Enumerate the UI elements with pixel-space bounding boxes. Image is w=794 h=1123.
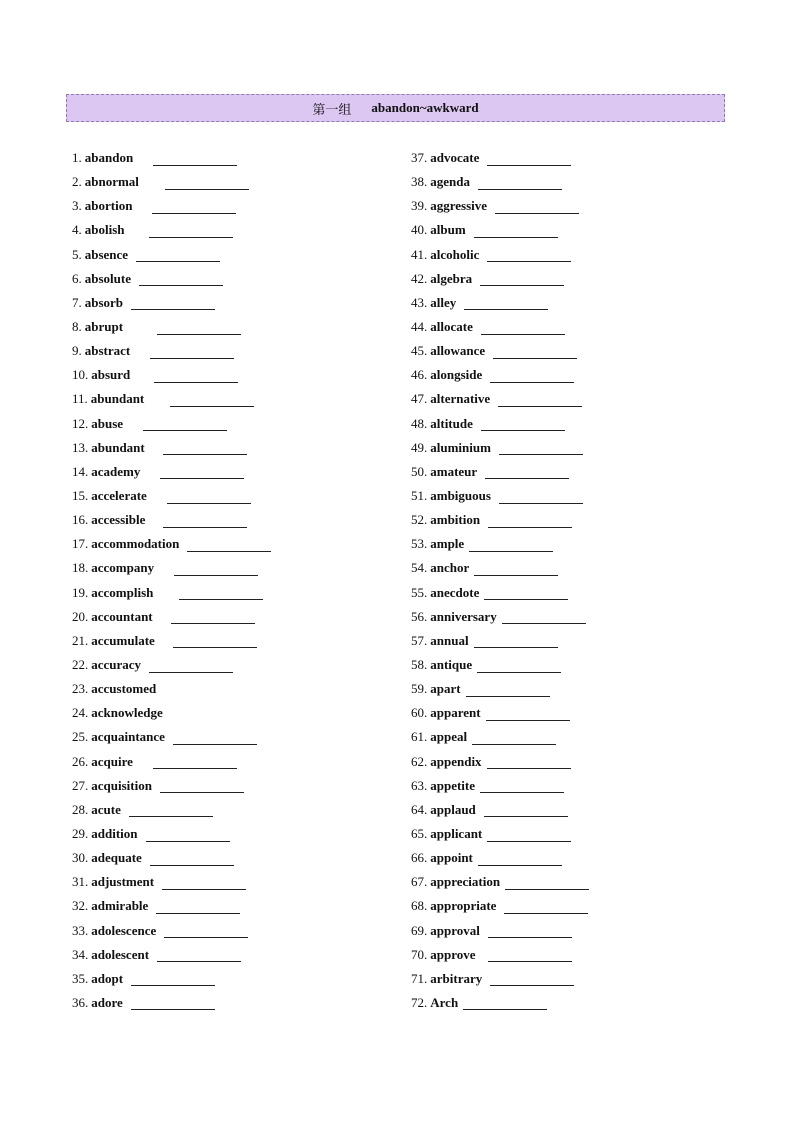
item-number: 7. [72,294,82,310]
item-number: 60. [411,705,428,721]
vocab-word: ample [430,536,465,552]
vocab-item [411,701,731,725]
item-number: 28. [72,801,89,817]
item-number: 37. [411,150,428,166]
item-number: 72. [411,994,428,1010]
item-number: 25. [72,729,89,745]
answer-blank[interactable] [490,971,574,986]
vocab-item [411,436,731,460]
vocab-word: accumulate [91,632,155,648]
vocab-item [72,677,392,701]
vocab-word: appendix [430,753,482,769]
vocab-word: abandon [84,150,134,166]
answer-blank[interactable] [504,899,588,914]
answer-blank[interactable] [163,513,247,528]
vocab-word: accuracy [91,657,142,673]
answer-blank[interactable] [488,513,572,528]
vocab-item [72,460,392,484]
item-number: 24. [72,705,89,721]
item-number: 56. [411,608,428,624]
item-number: 50. [411,463,428,479]
item-number: 30. [72,850,89,866]
answer-blank[interactable] [170,392,254,407]
item-number: 11. [72,391,88,407]
answer-blank[interactable] [488,947,572,962]
item-number: 2. [72,174,82,190]
item-number: 39. [411,198,428,214]
vocab-word: acquisition [91,777,152,793]
group-header-banner [66,94,725,122]
item-number: 34. [72,946,89,962]
vocab-item [411,556,731,580]
vocab-item [72,967,392,991]
vocab-item [72,894,392,918]
vocab-word: appropriate [430,898,497,914]
answer-blank[interactable] [165,175,249,190]
vocab-item [411,653,731,677]
vocab-word: adolescent [91,946,150,962]
vocab-word: agenda [430,174,470,190]
vocab-word: accountant [91,608,153,624]
vocab-item [72,243,392,267]
item-number: 65. [411,826,428,841]
answer-blank[interactable] [478,175,562,190]
answer-blank[interactable] [187,537,271,552]
vocab-item [72,943,392,967]
vocab-item [411,532,731,556]
vocab-word: acquaintance [91,729,165,745]
item-number: 1. [72,150,82,166]
vocab-word: abundant [90,391,145,407]
answer-blank[interactable] [139,271,223,286]
item-number: 36. [72,994,89,1010]
item-number: 23. [72,681,89,697]
item-number: 53. [411,536,428,552]
vocab-word: adequate [91,850,142,866]
vocab-word: allowance [430,343,486,359]
vocab-word: abolish [84,222,125,238]
item-number: 61. [411,729,428,745]
answer-blank[interactable] [490,368,574,383]
vocab-item [72,146,392,170]
vocab-word: abuse [91,415,124,431]
answer-blank[interactable] [486,706,570,721]
vocab-item [411,170,731,194]
item-number: 27. [72,777,89,793]
vocab-item [411,339,731,363]
vocab-item [72,267,392,291]
vocab-column-left [72,146,392,1015]
vocab-word: adolescence [91,922,157,938]
answer-blank[interactable] [499,489,583,504]
word-range: abandon~awkward [371,100,479,115]
answer-blank[interactable] [160,464,244,479]
vocab-word: accessible [91,512,146,528]
item-number: 5. [72,246,82,262]
item-number: 31. [72,874,89,890]
item-number: 71. [411,970,428,986]
vocab-item [72,870,392,894]
vocab-item [411,315,731,339]
answer-blank[interactable] [160,778,244,793]
answer-blank[interactable] [173,730,257,745]
item-number: 70. [411,946,428,962]
answer-blank[interactable] [488,923,572,938]
vocab-item [72,919,392,943]
vocab-item [72,387,392,411]
item-number: 35. [72,970,89,986]
vocab-item [411,412,731,436]
item-number: 45. [411,343,428,359]
vocab-word: absorb [84,294,124,310]
vocab-word: aluminium [430,439,491,455]
vocab-word: adopt [91,970,124,986]
answer-blank[interactable] [480,271,564,286]
vocab-word: anecdote [430,584,480,600]
vocab-item [411,508,731,532]
vocab-word: anchor [430,560,470,576]
answer-blank[interactable] [174,561,258,576]
vocab-word: antique [430,657,473,673]
answer-blank[interactable] [162,875,246,890]
answer-blank[interactable] [487,247,571,262]
item-number: 69. [411,922,428,938]
vocab-word: ambition [430,512,481,528]
vocab-word: advocate [430,150,480,166]
vocab-word: abrupt [84,319,124,335]
answer-blank[interactable] [131,971,215,986]
vocab-item [72,436,392,460]
answer-blank[interactable] [463,995,547,1010]
answer-blank[interactable] [152,199,236,214]
item-number: 46. [411,367,428,383]
answer-blank[interactable] [484,585,568,600]
vocab-item [72,170,392,194]
vocab-item [411,725,731,749]
item-number: 19. [72,584,89,600]
vocab-word: accelerate [91,488,147,504]
vocab-word: aggressive [430,198,488,214]
answer-blank[interactable] [143,416,227,431]
item-number: 10. [72,367,89,383]
vocab-word: acquire [91,753,133,769]
vocab-item [411,750,731,774]
vocab-column-right [411,146,731,1015]
vocab-item [411,363,731,387]
answer-blank[interactable] [157,320,241,335]
vocab-item [411,967,731,991]
answer-blank[interactable] [499,440,583,455]
item-number: 55. [411,584,428,600]
vocab-word: altitude [430,415,473,431]
vocab-item [411,194,731,218]
answer-blank[interactable] [502,609,586,624]
vocab-item [72,701,392,725]
vocab-item [72,194,392,218]
vocab-word: academy [91,463,141,479]
vocab-item [72,798,392,822]
item-number: 63. [411,777,428,793]
answer-blank[interactable] [505,875,589,890]
vocab-word: annual [430,632,469,648]
item-number: 8. [72,319,82,335]
item-number: 54. [411,560,428,576]
vocab-item [72,822,392,846]
item-number: 26. [72,753,89,769]
vocab-item [411,774,731,798]
vocab-item [411,267,731,291]
vocab-item [72,412,392,436]
answer-blank[interactable] [136,247,220,262]
vocab-item [72,581,392,605]
vocab-word: amateur [430,463,478,479]
answer-blank[interactable] [498,392,582,407]
item-number: 59. [411,681,428,697]
answer-blank[interactable] [153,151,237,166]
answer-blank[interactable] [481,320,565,335]
item-number: 67. [411,874,428,890]
answer-blank[interactable] [173,633,257,648]
answer-blank[interactable] [171,609,255,624]
item-number: 12. [72,415,89,431]
answer-blank[interactable] [150,851,234,866]
answer-blank[interactable] [149,223,233,238]
answer-blank[interactable] [154,368,238,383]
vocab-item [411,629,731,653]
vocab-item [72,315,392,339]
item-number: 58. [411,657,428,673]
answer-blank[interactable] [149,658,233,673]
vocab-item [72,363,392,387]
item-number: 42. [411,270,428,286]
vocab-word: accompany [91,560,155,576]
vocab-word: alley [430,294,457,310]
item-number: 57. [411,632,428,648]
vocab-item [411,218,731,242]
item-number: 29. [72,826,89,841]
vocab-item [72,339,392,363]
answer-blank[interactable] [472,730,556,745]
vocab-item [411,822,731,846]
answer-blank[interactable] [146,827,230,842]
vocab-word: allocate [430,319,473,335]
vocab-word: absence [84,246,129,262]
item-number: 51. [411,488,428,504]
group-title: 第一组 [312,101,352,117]
answer-blank[interactable] [478,851,562,866]
item-number: 47. [411,391,428,407]
vocab-item [72,629,392,653]
vocab-item [411,894,731,918]
answer-blank[interactable] [474,561,558,576]
vocab-word: ambiguous [430,488,491,504]
vocab-item [72,556,392,580]
answer-blank[interactable] [131,295,215,310]
vocab-word: appeal [430,729,468,745]
item-number: 66. [411,850,428,866]
item-number: 14. [72,463,89,479]
item-number: 43. [411,294,428,310]
vocab-item [72,991,392,1015]
answer-blank[interactable] [477,658,561,673]
answer-blank[interactable] [464,295,548,310]
answer-blank[interactable] [129,802,213,817]
vocab-word: admirable [91,898,149,914]
vocab-word: abundant [91,439,145,455]
answer-blank[interactable] [157,947,241,962]
vocab-item [411,146,731,170]
vocab-word: adjustment [91,874,155,890]
vocab-word: Arch [430,994,459,1010]
vocab-item [411,991,731,1015]
vocab-word: anniversary [430,608,497,624]
item-number: 41. [411,246,428,262]
answer-blank[interactable] [466,682,550,697]
answer-blank[interactable] [163,440,247,455]
answer-blank[interactable] [164,923,248,938]
item-number: 62. [411,753,428,769]
vocab-word: applaud [430,801,476,817]
vocab-word: arbitrary [430,970,483,986]
item-number: 68. [411,898,428,914]
vocab-word: addition [91,826,138,841]
vocab-item [411,581,731,605]
item-number: 21. [72,632,89,648]
vocab-item [72,218,392,242]
vocab-word: abnormal [84,174,139,190]
item-number: 32. [72,898,89,914]
vocab-item [72,725,392,749]
item-number: 48. [411,415,428,431]
answer-blank[interactable] [474,633,558,648]
vocab-item [411,677,731,701]
vocab-word: acute [91,801,121,817]
vocab-word: appoint [430,850,473,866]
vocab-item [72,653,392,677]
vocab-word: adore [91,994,123,1010]
answer-blank[interactable] [493,344,577,359]
vocab-word: appetite [430,777,476,793]
item-number: 33. [72,922,89,938]
vocab-word: acknowledge [91,705,163,721]
item-number: 44. [411,319,428,335]
answer-blank[interactable] [150,344,234,359]
answer-blank[interactable] [487,754,571,769]
vocab-item [411,484,731,508]
item-number: 18. [72,560,89,576]
item-number: 3. [72,198,82,214]
item-number: 4. [72,222,82,238]
item-number: 64. [411,801,428,817]
vocab-word: album [430,222,466,238]
vocab-item [72,774,392,798]
item-number: 6. [72,270,82,286]
vocab-item [411,870,731,894]
vocab-word: applicant [430,826,483,841]
vocab-item [72,846,392,870]
item-number: 40. [411,222,428,238]
item-number: 20. [72,608,89,624]
vocab-item [72,532,392,556]
vocab-item [411,798,731,822]
answer-blank[interactable] [495,199,579,214]
vocab-word: appreciation [430,874,501,890]
vocab-item [72,508,392,532]
answer-blank[interactable] [179,585,263,600]
item-number: 17. [72,536,89,552]
vocab-item [411,919,731,943]
vocab-word: alternative [430,391,491,407]
item-number: 22. [72,657,89,673]
item-number: 15. [72,488,89,504]
item-number: 9. [72,343,82,359]
item-number: 38. [411,174,428,190]
answer-blank[interactable] [167,489,251,504]
answer-blank[interactable] [481,416,565,431]
answer-blank[interactable] [487,151,571,166]
vocab-item [72,484,392,508]
vocab-word: algebra [430,270,473,286]
vocab-word: absolute [84,270,131,286]
answer-blank[interactable] [484,802,568,817]
vocab-word: approve [430,946,476,962]
vocab-item [72,291,392,315]
vocab-item [411,291,731,315]
vocab-item [411,605,731,629]
vocab-item [411,387,731,411]
vocab-word: apparent [430,705,481,721]
answer-blank[interactable] [485,464,569,479]
item-number: 52. [411,512,428,528]
vocab-word: alcoholic [430,246,480,262]
vocab-word: alongside [430,367,483,383]
vocab-word: accomplish [91,584,154,600]
vocab-item [72,605,392,629]
vocab-word: apart [430,681,461,697]
item-number: 13. [72,439,89,455]
vocab-word: accommodation [91,536,180,552]
answer-blank[interactable] [469,537,553,552]
vocab-item [411,460,731,484]
vocab-word: approval [430,922,480,938]
vocab-word: absurd [91,367,131,383]
answer-blank[interactable] [474,223,558,238]
vocab-word: accustomed [91,681,157,697]
vocab-item [411,846,731,870]
vocab-item [411,243,731,267]
answer-blank[interactable] [480,778,564,793]
vocab-word: abortion [84,198,133,214]
vocab-word: abstract [84,343,131,359]
vocab-item [411,943,731,967]
item-number: 49. [411,439,428,455]
answer-blank[interactable] [156,899,240,914]
item-number: 16. [72,512,89,528]
answer-blank[interactable] [131,995,215,1010]
vocab-item [72,750,392,774]
answer-blank[interactable] [487,827,571,842]
answer-blank[interactable] [153,754,237,769]
